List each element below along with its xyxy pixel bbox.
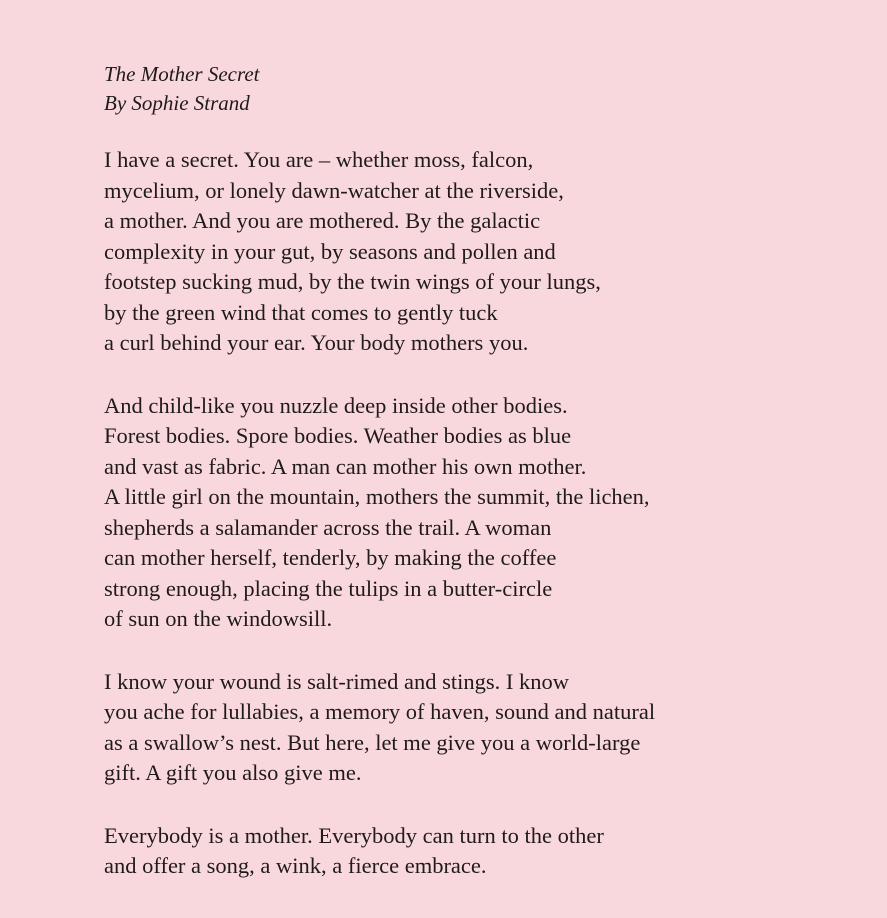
poem-line: of sun on the windowsill. [104,606,333,631]
poem-byline: By Sophie Strand [104,91,250,115]
poem-line: strong enough, placing the tulips in a butter-circle [104,575,553,601]
poem-line: shepherds a salamander across the trail. A woman [104,514,552,540]
poem-line: mycelium, or lonely dawn-watcher at the riverside, [104,177,564,203]
poem-line: Everybody is a mother. Everybody can turn to the other [104,822,604,848]
poem-line: I have a secret. You are – whether moss, falcon, [104,147,534,172]
poem-line: as a swallow’s nest. But here, let me give you a world-large [104,729,641,755]
poem-line: you ache for lullabies, a memory of haven, sound and natural [104,699,656,724]
poem-line: gift. A gift you also give me. [104,760,362,785]
poem-line: and vast as fabric. A man can mother his own mother. [104,453,587,479]
poem-line: by the green wind that comes to gently tuck [104,299,498,325]
stanza-4 [104,821,864,882]
poem-page [104,60,864,914]
poem-line: And child-like you nuzzle deep inside other bodies. [104,392,568,418]
poem-title: The Mother Secret [104,62,260,86]
stanza-1 [104,145,864,359]
stanza-2 [104,391,864,635]
stanza-3 [104,667,864,789]
poem-line: can mother herself, tenderly, by making the coffee [104,545,557,570]
poem-line: I know your wound is salt-rimed and stings. I know [104,668,569,694]
poem-header [104,60,864,118]
poem-line: footstep sucking mud, by the twin wings of your lungs, [104,269,601,294]
poem-line: a curl behind your ear. Your body mothers you. [104,330,529,355]
poem-line: and offer a song, a wink, a fierce embrace. [104,853,487,878]
poem-line: A little girl on the mountain, mothers the summit, the lichen, [104,484,650,509]
poem-line: complexity in your gut, by seasons and pollen and [104,238,556,264]
poem-line: a mother. And you are mothered. By the galactic [104,208,541,233]
poem-line: Forest bodies. Spore bodies. Weather bodies as blue [104,423,572,448]
